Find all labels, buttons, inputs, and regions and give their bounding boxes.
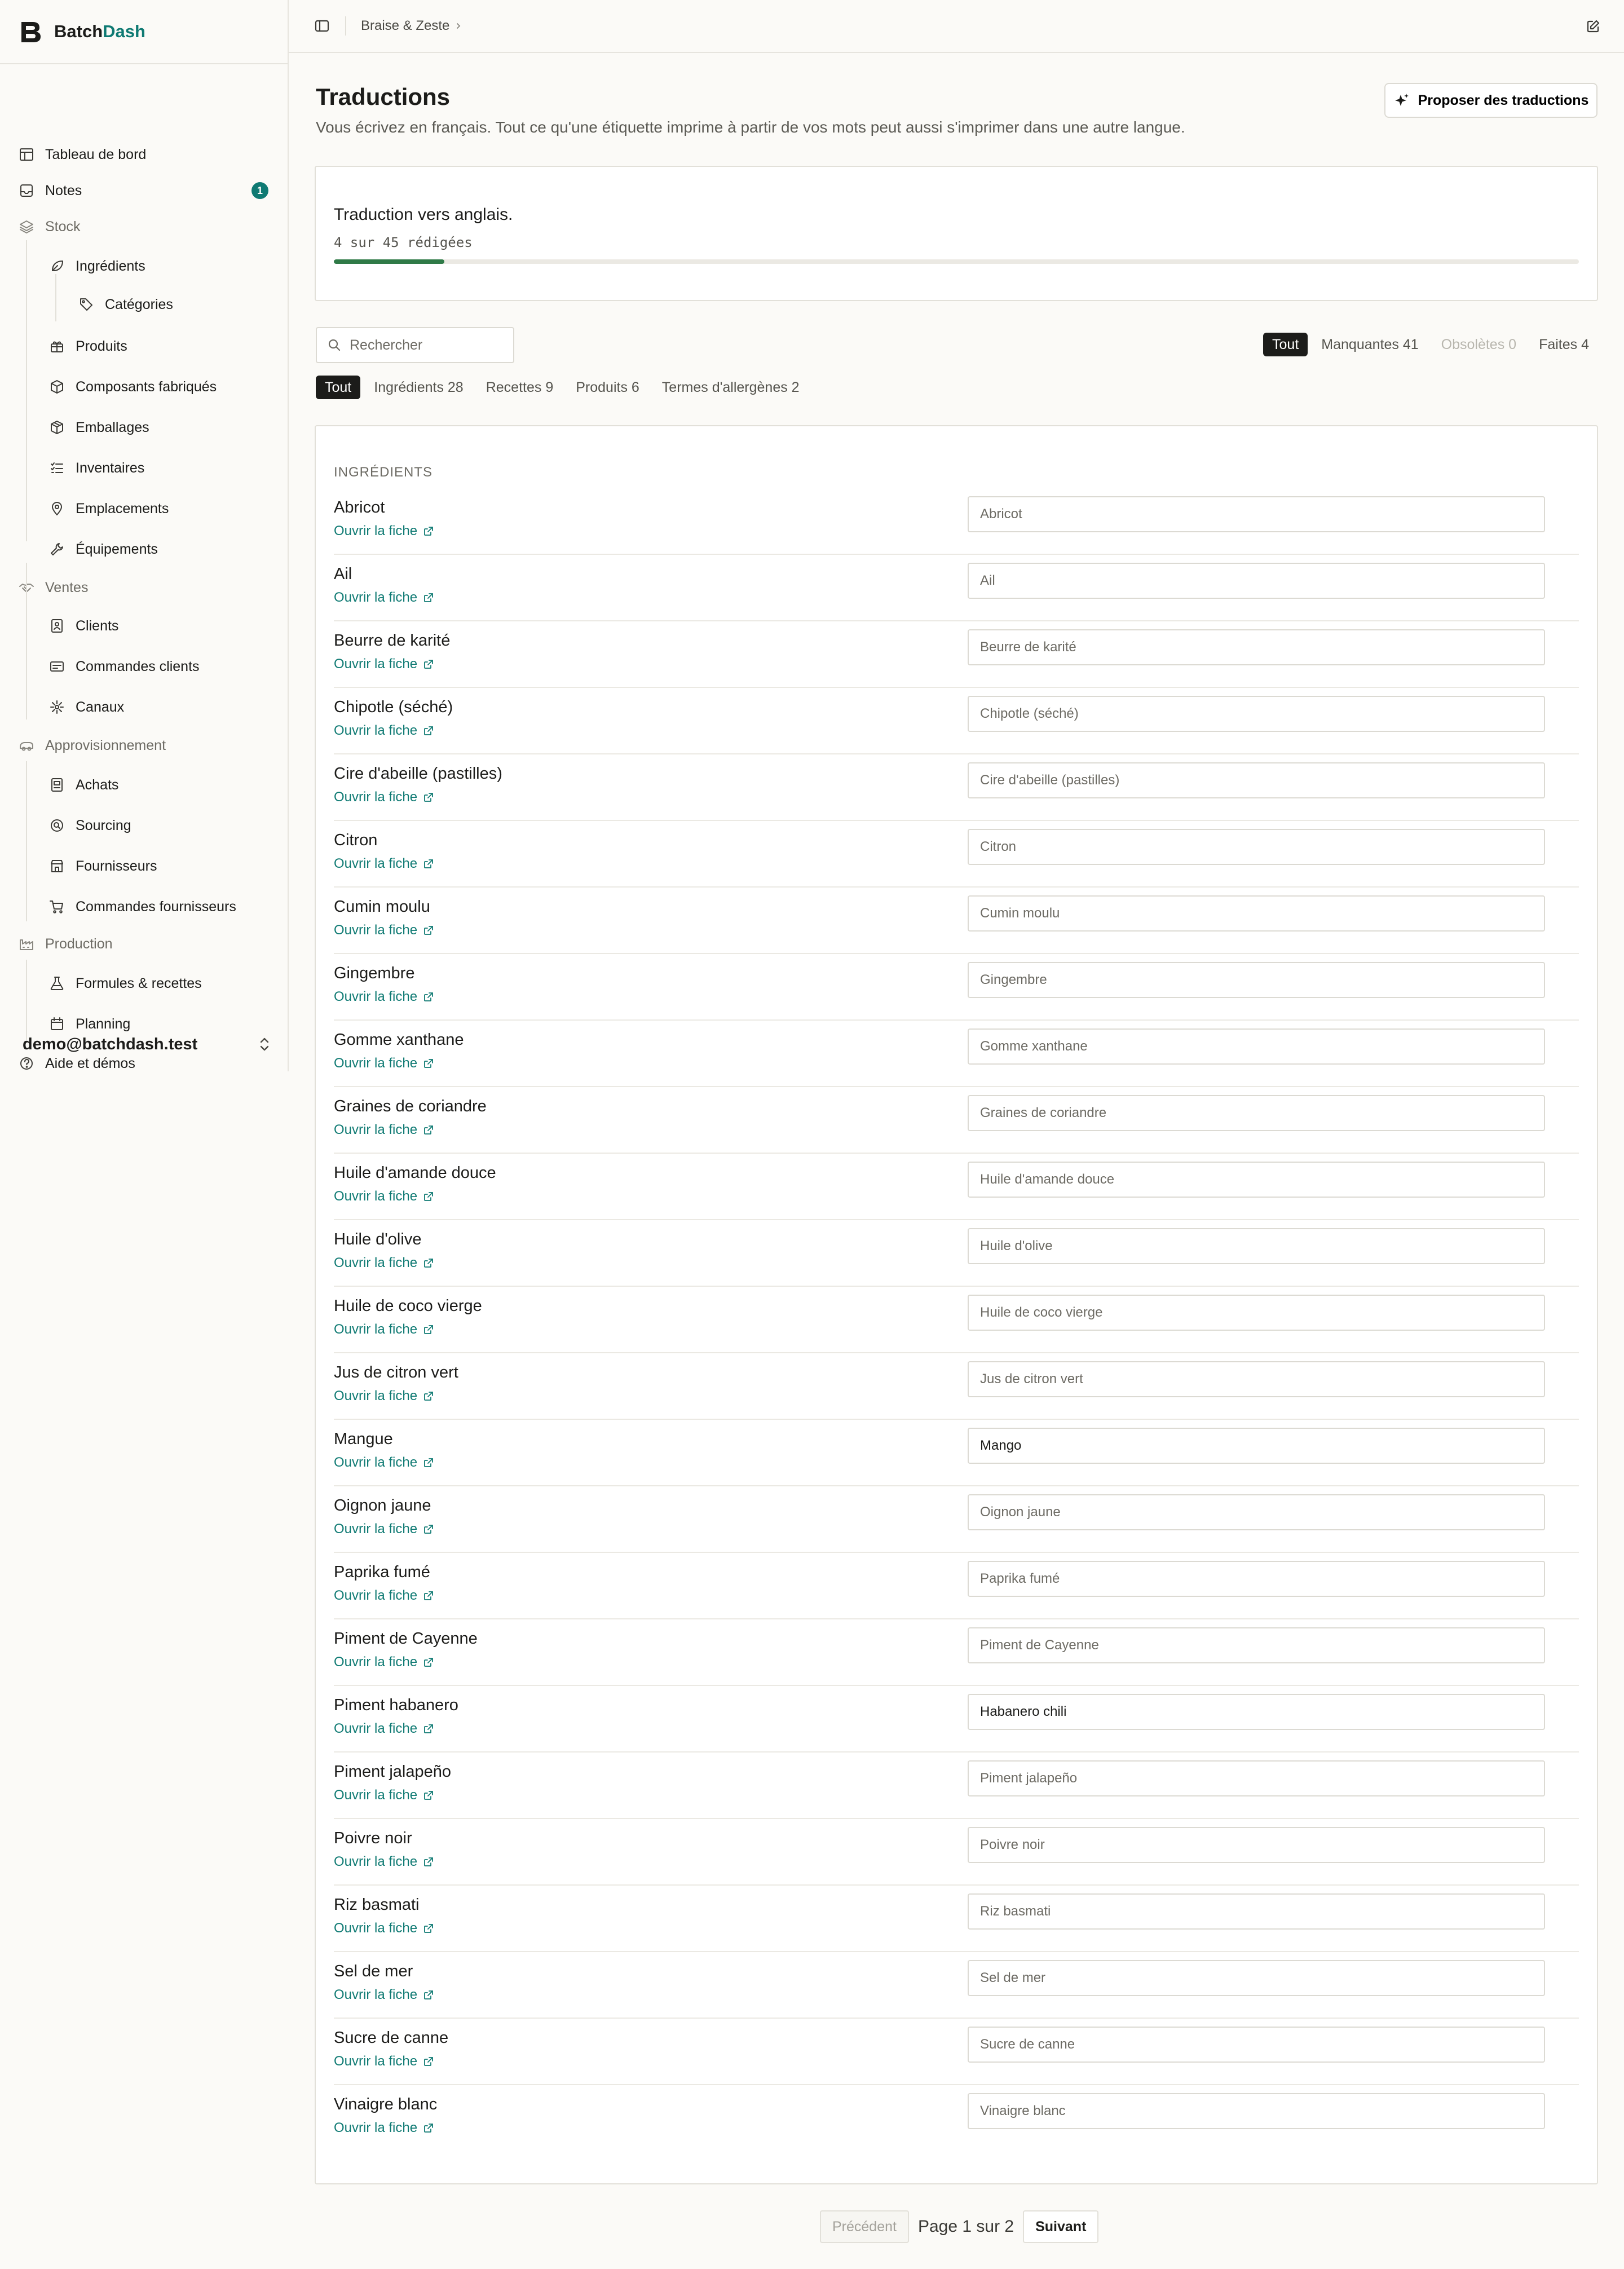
sidebar-item-label: Inventaires (76, 460, 145, 476)
sidebar-item-sourcing[interactable] (48, 810, 131, 841)
translation-input[interactable] (968, 563, 1545, 599)
page-indicator: Page 1 sur 2 (917, 2217, 1014, 2236)
translation-row (334, 1287, 1579, 1353)
open-record-link[interactable] (334, 989, 434, 1005)
sidebar-item-fournisseurs[interactable] (48, 850, 157, 882)
status-filter-chip[interactable]: Manquantes 41 (1312, 333, 1427, 356)
search-input[interactable] (350, 337, 502, 354)
sidebar-item-label: Aide et démos (45, 1055, 135, 1071)
map-pin-icon (48, 500, 65, 517)
translation-row (334, 1486, 1579, 1553)
translation-row (334, 888, 1579, 954)
external-link-icon (423, 1723, 434, 1734)
translation-row (334, 1154, 1579, 1220)
external-link-icon (423, 925, 434, 936)
translation-row (334, 1886, 1579, 1952)
previous-page-button[interactable]: Précédent (820, 2210, 909, 2243)
translation-input[interactable] (968, 829, 1545, 865)
account-email: demo@batchdash.test (23, 1035, 198, 1053)
type-filter-chip[interactable]: Produits 6 (567, 376, 648, 399)
brand-name: BatchDash (54, 21, 145, 41)
topbar (289, 0, 1624, 53)
sidebar-item-label: Notes (45, 182, 82, 198)
external-link-icon (423, 1856, 434, 1868)
search-icon (327, 338, 342, 352)
batchdash-logo-icon (18, 19, 44, 45)
translation-row (334, 1819, 1579, 1886)
notes-count-badge: 1 (251, 182, 268, 199)
external-link-icon (423, 1790, 434, 1801)
nav-tree-guide (55, 274, 56, 321)
open-record-label: Ouvrir la fiche (334, 1322, 418, 1337)
external-link-icon (423, 1390, 434, 1402)
sidebar-item-label: Fournisseurs (76, 858, 157, 874)
open-record-link[interactable] (334, 1388, 434, 1404)
source-term: Paprika fumé (334, 1563, 430, 1581)
open-record-link[interactable] (334, 1588, 434, 1604)
layers-icon (18, 218, 35, 235)
chevron-right-icon (454, 21, 463, 30)
open-record-link[interactable] (334, 1255, 434, 1271)
open-record-link[interactable] (334, 1787, 434, 1803)
translation-input[interactable] (968, 962, 1545, 998)
open-record-label: Ouvrir la fiche (334, 1987, 418, 2002)
receipt-icon (48, 658, 65, 675)
open-record-label: Ouvrir la fiche (334, 523, 418, 538)
external-link-icon (423, 792, 434, 803)
source-term: Riz basmati (334, 1896, 420, 1914)
external-link-icon (423, 1257, 434, 1269)
translation-row (334, 1686, 1579, 1752)
sidebar-item-equipements[interactable] (48, 533, 158, 565)
brand[interactable] (0, 0, 288, 64)
open-record-label: Ouvrir la fiche (334, 2054, 418, 2069)
source-term: Chipotle (séché) (334, 698, 453, 716)
translation-input[interactable] (968, 629, 1545, 665)
open-record-link[interactable] (334, 2120, 434, 2136)
open-record-link[interactable] (334, 1721, 434, 1737)
sidebar-item-label: Sourcing (76, 817, 131, 833)
translation-row (334, 2085, 1579, 2152)
open-record-label: Ouvrir la fiche (334, 1654, 418, 1670)
translation-row (334, 1220, 1579, 1287)
source-term: Jus de citron vert (334, 1363, 458, 1381)
progress-count: 4 sur 45 rédigées (334, 235, 473, 250)
store-icon (48, 858, 65, 875)
nav-tree-guide (26, 563, 27, 719)
open-record-link[interactable] (334, 590, 434, 606)
sidebar-item-clients[interactable] (48, 610, 118, 642)
sidebar-item-label: Emballages (76, 419, 149, 435)
translation-row (334, 1087, 1579, 1154)
status-filter-chip[interactable]: Tout (1263, 333, 1308, 356)
status-filter-chip[interactable]: Faites 4 (1530, 333, 1598, 356)
translation-input[interactable] (968, 1028, 1545, 1065)
translation-row (334, 688, 1579, 754)
source-term: Piment jalapeño (334, 1763, 451, 1781)
sidebar-item-achats[interactable] (48, 769, 118, 801)
inbox-icon (18, 182, 35, 199)
suggest-translations-button[interactable] (1384, 83, 1597, 118)
sidebar-item-tableau-de-bord[interactable] (18, 139, 146, 170)
translation-input[interactable] (968, 762, 1545, 798)
open-record-link[interactable] (334, 723, 434, 739)
translation-row (334, 621, 1579, 688)
sidebar-item-label: Stock (45, 218, 81, 235)
translation-input[interactable] (968, 1228, 1545, 1264)
translation-row (334, 821, 1579, 888)
source-term: Graines de coriandre (334, 1097, 487, 1115)
external-link-icon (423, 1524, 434, 1535)
translation-input[interactable] (968, 496, 1545, 532)
external-link-icon (423, 2122, 434, 2134)
source-term: Citron (334, 831, 378, 849)
translation-input[interactable] (968, 1428, 1545, 1464)
source-term: Abricot (334, 498, 385, 517)
sidebar-item-label: Commandes clients (76, 658, 200, 674)
search-box[interactable] (316, 327, 514, 363)
search-circle-icon (48, 817, 65, 834)
status-filter-chip[interactable]: Obsolètes 0 (1432, 333, 1525, 356)
sidebar (0, 0, 289, 1071)
external-link-icon (423, 725, 434, 736)
source-term: Ail (334, 565, 352, 583)
open-record-link[interactable] (334, 1122, 434, 1138)
open-record-link[interactable] (334, 1189, 434, 1204)
source-term: Huile d'olive (334, 1230, 422, 1248)
sidebar-item-ingredients[interactable] (48, 250, 145, 282)
type-filter-chip[interactable]: Tout (316, 376, 360, 399)
open-record-link[interactable] (334, 1322, 434, 1337)
sidebar-section-approvisionnement[interactable] (18, 730, 166, 761)
open-record-link[interactable] (334, 1056, 434, 1071)
wrench-icon (48, 541, 65, 558)
sidebar-item-inventaires[interactable] (48, 452, 144, 484)
page-title: Traductions (316, 83, 451, 110)
source-term: Gomme xanthane (334, 1031, 464, 1049)
source-term: Piment de Cayenne (334, 1630, 478, 1648)
sidebar-item-label: Ventes (45, 579, 89, 595)
open-record-label: Ouvrir la fiche (334, 656, 418, 672)
open-record-label: Ouvrir la fiche (334, 723, 418, 738)
source-term: Poivre noir (334, 1829, 412, 1847)
open-record-link[interactable] (334, 789, 434, 805)
breadcrumb[interactable]: Braise & Zeste (361, 18, 450, 33)
translation-input[interactable] (968, 1561, 1545, 1597)
translation-row (334, 1353, 1579, 1420)
open-record-label: Ouvrir la fiche (334, 1122, 418, 1137)
external-link-icon (423, 1457, 434, 1468)
external-link-icon (423, 858, 434, 869)
source-term: Gingembre (334, 964, 415, 982)
external-link-icon (423, 1923, 434, 1934)
sidebar-item-label: Emplacements (76, 500, 169, 517)
open-record-label: Ouvrir la fiche (334, 590, 418, 605)
open-record-label: Ouvrir la fiche (334, 789, 418, 805)
translation-input[interactable] (968, 1295, 1545, 1331)
truck-icon (18, 737, 35, 754)
source-term: Huile d'amande douce (334, 1164, 496, 1182)
translation-input[interactable] (968, 895, 1545, 932)
cart-icon (48, 898, 65, 915)
external-link-icon (423, 526, 434, 537)
sidebar-item-commandes-fournisseurs[interactable] (48, 891, 236, 922)
translation-row (334, 1952, 1579, 2019)
progress-title: Traduction vers anglais. (334, 205, 513, 224)
translation-progress-card (315, 166, 1598, 301)
open-record-label: Ouvrir la fiche (334, 2120, 418, 2135)
translation-row (334, 488, 1579, 555)
gift-icon (48, 338, 65, 355)
external-link-icon (423, 2056, 434, 2067)
translation-input[interactable] (968, 1494, 1545, 1530)
external-link-icon (423, 1124, 434, 1136)
translation-row (334, 754, 1579, 821)
source-term: Huile de coco vierge (334, 1297, 482, 1315)
chevrons-up-down-icon (258, 1036, 271, 1053)
sidebar-item-emplacements[interactable] (48, 493, 169, 524)
sidebar-item-label: Commandes fournisseurs (76, 898, 236, 915)
translation-input[interactable] (968, 1827, 1545, 1863)
sidebar-item-label: Clients (76, 617, 119, 634)
translation-row (334, 1021, 1579, 1087)
open-record-label: Ouvrir la fiche (334, 1588, 418, 1603)
translations-list-card (315, 425, 1598, 2184)
source-term: Sucre de canne (334, 2029, 449, 2047)
checklist-icon (48, 460, 65, 476)
translation-input[interactable] (968, 1627, 1545, 1663)
translation-input[interactable] (968, 1960, 1545, 1996)
box-icon (48, 378, 65, 395)
sparkles-icon (1393, 92, 1410, 109)
sidebar-item-emballages[interactable] (48, 412, 149, 443)
translation-row (334, 1420, 1579, 1486)
sidebar-item-label: Équipements (76, 541, 158, 557)
sidebar-section-stock[interactable] (18, 211, 81, 242)
account-switcher[interactable] (23, 1028, 271, 1060)
sidebar-section-ventes[interactable] (18, 572, 88, 603)
external-link-icon (423, 1058, 434, 1069)
translation-input[interactable] (968, 1162, 1545, 1198)
sidebar-item-label: Planning (76, 1016, 131, 1032)
translation-row (334, 2019, 1579, 2085)
open-record-label: Ouvrir la fiche (334, 922, 418, 938)
open-record-link[interactable] (334, 1455, 434, 1471)
type-filter-chip[interactable]: Recettes 9 (477, 376, 563, 399)
leaf-icon (48, 258, 65, 275)
open-record-link[interactable] (334, 1921, 434, 1936)
sidebar-item-label: Produits (76, 338, 127, 354)
pagination (820, 2210, 1098, 2243)
nav-tree-guide (26, 240, 27, 541)
external-link-icon (423, 991, 434, 1003)
sidebar-item-label: Production (45, 935, 113, 952)
open-record-label: Ouvrir la fiche (334, 1189, 418, 1204)
progress-bar (334, 259, 1579, 264)
source-term: Mangue (334, 1430, 393, 1448)
nav-tree-guide (26, 960, 27, 1040)
open-record-link[interactable] (334, 523, 434, 539)
translation-input[interactable] (968, 2027, 1545, 2063)
source-term: Vinaigre blanc (334, 2095, 438, 2113)
open-record-label: Ouvrir la fiche (334, 1721, 418, 1736)
translation-input[interactable] (968, 1694, 1545, 1730)
sidebar-item-composants-fabriques[interactable] (48, 371, 217, 403)
source-term: Cire d'abeille (pastilles) (334, 765, 502, 783)
toggle-sidebar-icon[interactable] (314, 17, 330, 34)
source-term: Sel de mer (334, 1962, 413, 1980)
translation-row (334, 555, 1579, 621)
progress-bar-fill (334, 259, 444, 264)
open-record-label: Ouvrir la fiche (334, 856, 418, 871)
sidebar-item-label: Canaux (76, 699, 125, 715)
sidebar-item-commandes-clients[interactable] (48, 651, 200, 682)
sidebar-item-label: Formules & recettes (76, 975, 202, 991)
section-label-ingredients: INGRÉDIENTS (334, 465, 433, 480)
sidebar-item-label: Achats (76, 776, 119, 793)
open-record-label: Ouvrir la fiche (334, 1255, 418, 1270)
source-term: Cumin moulu (334, 898, 430, 916)
open-record-label: Ouvrir la fiche (334, 1388, 418, 1403)
sidebar-item-label: Composants fabriqués (76, 378, 217, 395)
type-filter-group (316, 376, 809, 399)
translation-row (334, 1553, 1579, 1619)
factory-icon (18, 935, 35, 952)
external-link-icon (423, 659, 434, 670)
external-link-icon (423, 1657, 434, 1668)
open-record-link[interactable] (334, 1654, 434, 1670)
open-record-link[interactable] (334, 1854, 434, 1870)
translation-rows (334, 488, 1579, 2152)
sidebar-item-categories[interactable] (78, 289, 173, 320)
translation-row (334, 1752, 1579, 1819)
sidebar-section-production[interactable] (18, 928, 113, 960)
external-link-icon (423, 1989, 434, 2001)
source-term: Piment habanero (334, 1696, 458, 1714)
sidebar-item-notes[interactable] (18, 175, 82, 206)
external-link-icon (423, 1590, 434, 1601)
translation-input[interactable] (968, 1361, 1545, 1397)
open-record-label: Ouvrir la fiche (334, 1521, 418, 1537)
translation-row (334, 954, 1579, 1021)
sidebar-item-label: Ingrédients (76, 258, 145, 274)
nav-tree-guide (26, 761, 27, 921)
translation-input[interactable] (968, 1760, 1545, 1796)
open-record-label: Ouvrir la fiche (334, 1056, 418, 1071)
open-record-link[interactable] (334, 1987, 434, 2003)
source-term: Oignon jaune (334, 1497, 431, 1515)
type-filter-chip[interactable]: Ingrédients 28 (365, 376, 472, 399)
sidebar-item-canaux[interactable] (48, 691, 124, 723)
sidebar-item-label: Tableau de bord (45, 146, 147, 162)
edit-icon[interactable] (1585, 18, 1601, 35)
external-link-icon (423, 1324, 434, 1335)
next-page-button[interactable]: Suivant (1023, 2210, 1098, 2243)
open-record-link[interactable] (334, 856, 434, 872)
open-record-label: Ouvrir la fiche (334, 989, 418, 1004)
tag-icon (78, 296, 95, 313)
topbar-divider (345, 16, 346, 36)
network-icon (48, 699, 65, 716)
open-record-link[interactable] (334, 2054, 434, 2069)
suggest-translations-label: Proposer des traductions (1418, 92, 1589, 108)
open-record-label: Ouvrir la fiche (334, 1455, 418, 1470)
status-filter-group (1259, 333, 1598, 356)
translation-input[interactable] (968, 1095, 1545, 1131)
external-link-icon (423, 592, 434, 603)
sidebar-item-label: Catégories (105, 296, 173, 312)
sidebar-item-produits[interactable] (48, 330, 127, 362)
open-record-label: Ouvrir la fiche (334, 1921, 418, 1936)
source-term: Beurre de karité (334, 632, 451, 650)
package-icon (48, 419, 65, 436)
sidebar-item-formules-recettes[interactable] (48, 968, 202, 999)
translation-input[interactable] (968, 1893, 1545, 1930)
translation-row (334, 1619, 1579, 1686)
flask-icon (48, 975, 65, 992)
open-record-link[interactable] (334, 1521, 434, 1537)
open-record-label: Ouvrir la fiche (334, 1854, 418, 1869)
external-link-icon (423, 1191, 434, 1202)
contact-icon (48, 617, 65, 634)
translation-input[interactable] (968, 696, 1545, 732)
open-record-link[interactable] (334, 656, 434, 672)
translation-input[interactable] (968, 2093, 1545, 2129)
open-record-link[interactable] (334, 922, 434, 938)
dashboard-icon (18, 146, 35, 163)
open-record-label: Ouvrir la fiche (334, 1787, 418, 1803)
sidebar-item-label: Approvisionnement (45, 737, 166, 753)
purchase-icon (48, 776, 65, 793)
type-filter-chip[interactable]: Termes d'allergènes 2 (653, 376, 809, 399)
page-subtitle: Vous écrivez en français. Tout ce qu'une étiquette imprime à partir de vos mots peut aussi s'imprimer dans une autre langue. (316, 118, 1185, 136)
